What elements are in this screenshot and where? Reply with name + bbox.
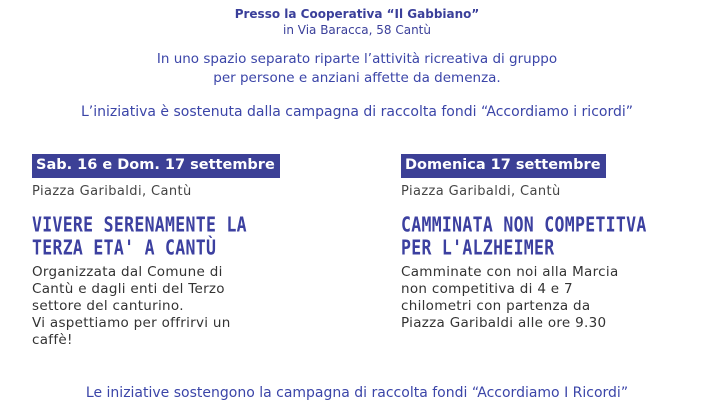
event-location: Piazza Garibaldi, Cantù <box>401 184 561 199</box>
footer-support-statement: Le iniziative sostengono la campagna di raccolta fondi “Accordiamo I Ricordi” <box>85 385 629 401</box>
event-title-line-1: VIVERE SERENAMENTE LA <box>32 213 247 237</box>
event-description-line: settore del canturino. <box>32 298 184 314</box>
event-title-line-2: PER L'ALZHEIMER <box>401 236 555 260</box>
event-description <box>401 264 691 332</box>
intro-line-1: In uno spazio separato riparte l’attività ricreativa di gruppo <box>156 51 558 67</box>
event-description-line: Piazza Garibaldi alle ore 9.30 <box>401 315 607 331</box>
venue-address: in Via Baracca, 58 Cantù <box>283 23 431 37</box>
event-title-line-1: CAMMINATA NON COMPETITVA <box>401 213 647 237</box>
event-description-line: chilometri con partenza da <box>401 298 591 314</box>
event-title-line-2: TERZA ETA' A CANTÙ <box>32 236 217 260</box>
event-date-badge: Sab. 16 e Dom. 17 settembre <box>32 154 280 178</box>
event-description <box>32 264 322 349</box>
event-title <box>401 213 691 259</box>
event-title <box>32 213 322 259</box>
event-card-right <box>401 154 691 332</box>
event-description-line: Vi aspettiamo per offrirvi un <box>32 315 231 331</box>
event-location: Piazza Garibaldi, Cantù <box>32 184 192 199</box>
event-description-line: non competitiva di 4 e 7 <box>401 281 573 297</box>
event-description-line: Cantù e dagli enti del Terzo <box>32 281 225 297</box>
intro-line-2: per persone e anziani affette da demenza. <box>213 70 501 86</box>
event-date-badge: Domenica 17 settembre <box>401 154 606 178</box>
venue-name: Presso la Cooperativa “Il Gabbiano” <box>234 7 480 21</box>
event-description-line: caffè! <box>32 332 73 348</box>
event-card-left <box>32 154 322 349</box>
support-statement: L’iniziativa è sostenuta dalla campagna di raccolta fondi “Accordiamo i ricordi” <box>80 104 633 120</box>
event-description-line: Organizzata dal Comune di <box>32 264 223 280</box>
event-description-line: Camminate con noi alla Marcia <box>401 264 619 280</box>
